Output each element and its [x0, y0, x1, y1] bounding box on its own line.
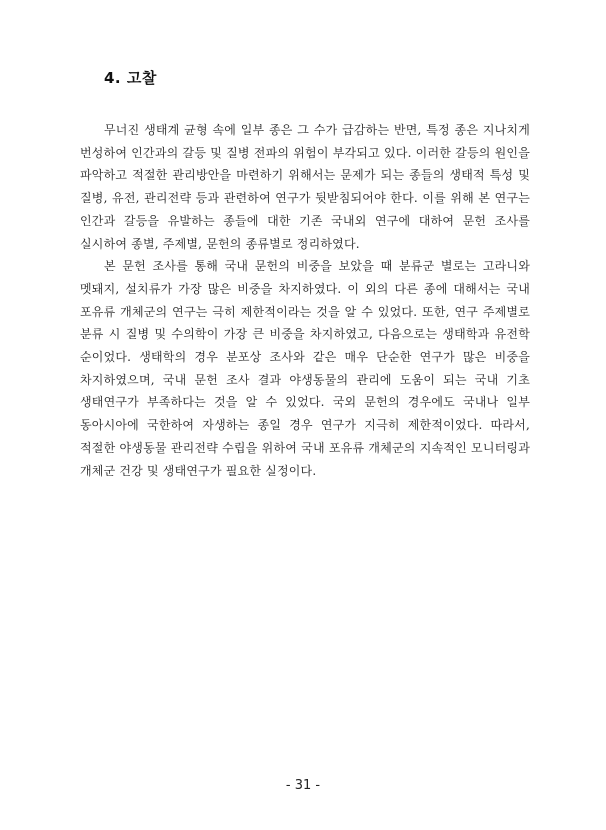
paragraph-findings: 본 문헌 조사를 통해 국내 문헌의 비중을 보았을 때 분류군 별로는 고라니와 멧돼지, 설치류가 가장 많은 비중을 차지하였다. 이 외의 다른 종에 대해서는 국내 포유류 개체군의 연구는 극히 제한적이라는 것을 알 수 있었다. 또한, 연구 주제별로 분류 시 질병 및 수의학이 가장 큰 비중을 차지하였고, 다음으로는 생태학과 유전학 순이었다. 생태학의 경우 분포상 조사와 같은 매우 단순한 연구가 많은 비중을 차지하였으며, 국내 문헌 조사 결과 야생동물의 관리에 도움이 되는 국내 기초 생태연구가 부족하다는 것을 알 수 있었다. 국외 문헌의 경우에도 국내나 일부 동아시아에 국한하여 자생하는 종일 경우 연구가 지극히 제한적이었다. 따라서, 적절한 야생동물 관리전략 수립을 위하여 국내 포유류 개체군의 지속적인 모니터링과 개체군 건강 및 생태연구가 필요한 실정이다. — [80, 259, 530, 478]
paragraph-intro: 무너진 생태계 균형 속에 일부 종은 그 수가 급감하는 반면, 특정 종은 지나치게 번성하여 인간과의 갈등 및 질병 전파의 위험이 부각되고 있다. 이러한 갈등의 원인을 파악하고 적절한 관리방안을 마련하기 위해서는 문제가 되는 종들의 생태적 특성 및 질병, 유전, 관리전략 등과 관련하여 연구가 뒷받침되어야 한다. 이를 위해 본 연구는 인간과 갈등을 유발하는 종들에 대한 기존 국내외 연구에 대하여 문헌 조사를 실시하여 종별, 주제별, 문헌의 종류별로 정리하였다. — [80, 123, 530, 251]
section-body — [80, 119, 530, 482]
section-title: 4. 고찰 — [104, 69, 157, 87]
page-number: - 31 - — [285, 778, 321, 793]
